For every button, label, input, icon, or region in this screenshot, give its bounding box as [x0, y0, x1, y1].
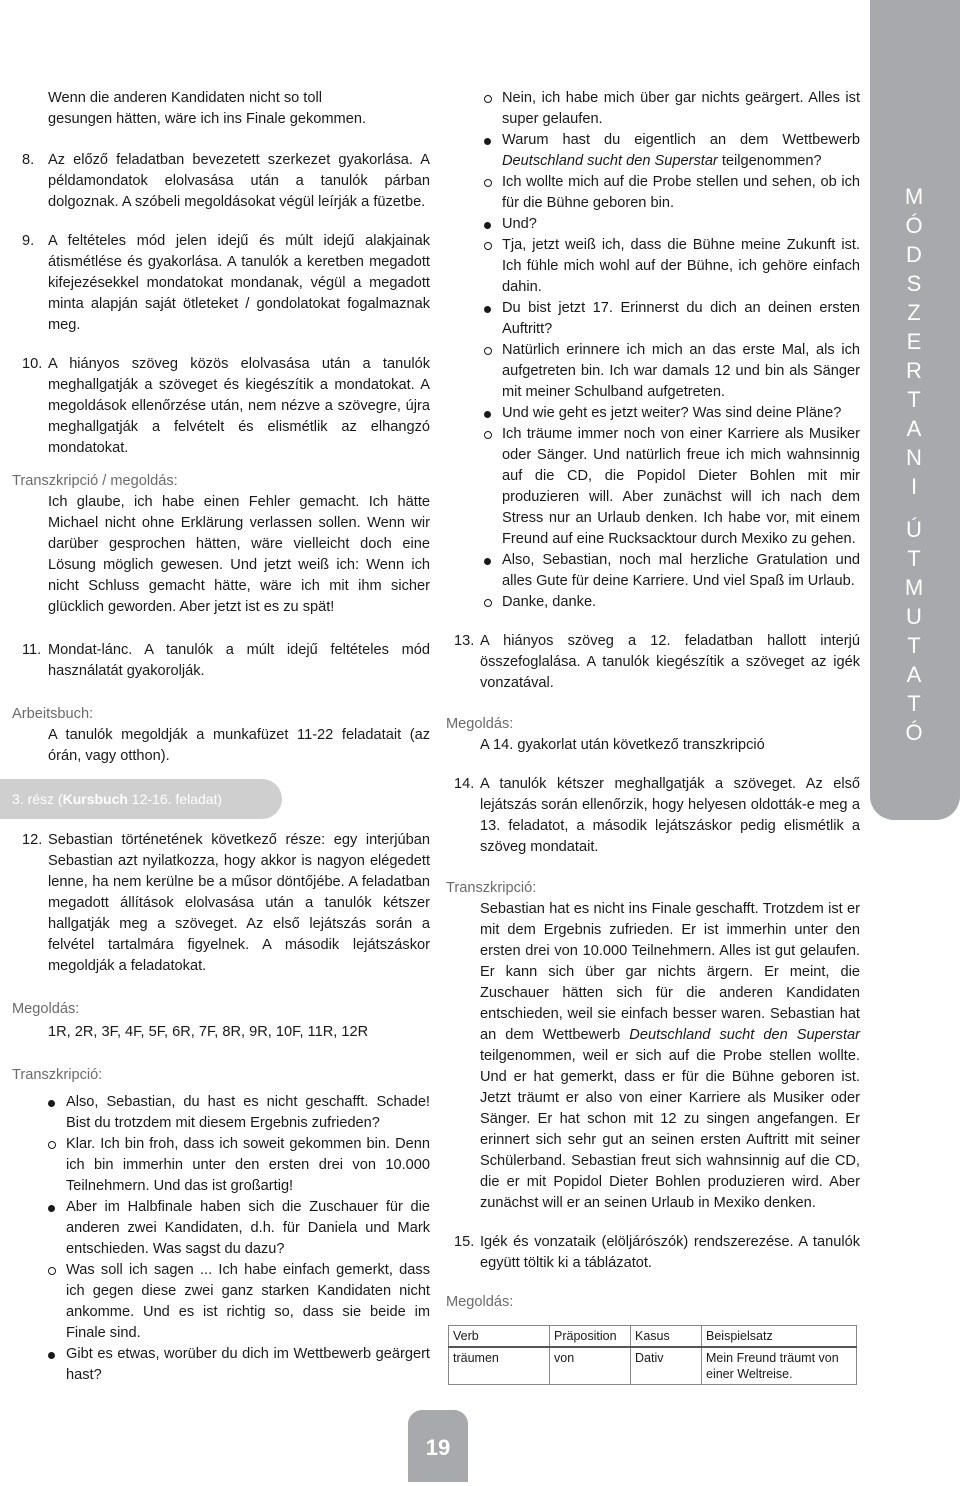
interviewee-bullet-icon — [48, 1260, 66, 1281]
interviewee-bullet-icon — [484, 340, 502, 361]
sidebar-letter: T — [907, 387, 923, 412]
interviewer-bullet-icon — [484, 550, 502, 571]
transcript-text: Ich glaube, ich habe einen Fehler gemacht. Ich hätte Michael nicht ohne Erklärung verlassen sollen. Wenn wir darüber gesprochen hätten, wäre vielleicht doch eine Lösung möglich gewesen. Und jetzt weiß ich: Wenn ich nicht Schluss gemacht hätte, wäre ich mit ihm sicher glücklich geworden. Aber jetzt ist es zu spät! — [48, 494, 430, 615]
task-12 — [0, 830, 430, 977]
table-cell: von — [550, 1347, 631, 1385]
intro-line: gesungen hätten, wäre ich ins Finale gekommen. — [48, 111, 367, 127]
task-text: Mondat-lánc. A tanulók a múlt idejű feltételes mód használatát gyakorolják. — [48, 642, 430, 679]
task-number: 11. — [22, 642, 42, 658]
sidebar-letter: E — [906, 329, 924, 354]
interviewee-bullet-icon — [484, 235, 502, 256]
sidebar-letter: Ú — [906, 517, 924, 542]
sidebar-letter: I — [910, 474, 920, 499]
task-9 — [0, 231, 430, 336]
sidebar-letter: T — [907, 691, 923, 716]
interviewee-bullet-icon — [484, 592, 502, 613]
task-number: 13. — [454, 633, 475, 649]
sidebar-title — [870, 182, 960, 747]
table-cell: Mein Freund träumt von einer Weltreise. — [702, 1347, 857, 1385]
dialogue-line: Gibt es etwas, worüber du dich im Wettbewerb geärgert hast? — [48, 1344, 430, 1386]
sidebar-letter: T — [907, 546, 923, 571]
left-column-lower — [0, 830, 430, 1386]
sidebar-letter: T — [907, 633, 923, 658]
dialogue-line: Und? — [484, 214, 860, 235]
transcript-text: Sebastian hat es nicht ins Finale geschafft. Trotzdem ist er mit dem Ergebnis zufrieden. Er ist immerhin unter den ersten drei von 10.000 Teilnehmern. Alles ist gut gelaufen. Er kann sich über gar nichts ärgern. Er meint, die Zuschauer hätten sich für die anderen Kandidaten entschieden, weil sie einfach besser waren. Sebastian hat an dem Wettbewerb Deutschland sucht den Superstar teilgenommen, weil er sich auf die Probe stellen wollte. Und er hat gemerkt, dass er für die Bühne geboren ist. Jetzt träumt er also von einer Karriere als Musiker oder Sänger. Er hat schon mit 12 zu singen angefangen. Er erinnert sich sehr gut an seinen ersten Auftritt mit seiner Schülerband. Sebastian freut sich wahnsinnig auf die CD, die er mit Popidol Dieter Bohlen produzieren wird. Aber zunächst will er an seinen Urlaub in Mexiko denken. — [480, 901, 860, 1211]
task-text: Igék és vonzataik (elöljárószók) rendszerezése. A tanulók együtt töltik ki a táblázatot. — [480, 1234, 860, 1271]
task-number: 9. — [22, 233, 35, 249]
task-number: 8. — [22, 152, 35, 168]
transcript-heading: Transzkripció / megoldás: — [12, 473, 178, 489]
interviewee-bullet-icon — [484, 88, 502, 109]
table-header-row — [449, 1326, 857, 1348]
sidebar-letter: A — [906, 416, 924, 441]
task-text: A feltételes mód jelen idejű és múlt idejű alakjainak átismétlése és gyakorlása. A tanulók a keretben megadott kifejezésekkel mondatokat mondanak, végül a megadott minta alapján saját ötleteket / gondolatokat fogalmaznak meg. — [48, 233, 430, 333]
interviewee-bullet-icon — [484, 172, 502, 193]
solution-heading: Megoldás: — [12, 1001, 80, 1017]
dialogue-line: Was soll ich sagen ... Ich habe einfach gemerkt, dass ich gegen diese zwei ganz starken Kandidaten nicht ankomme. Und es ist richtig so, dass sie beide im Finale sind. — [48, 1260, 430, 1344]
dialogue-line: Tja, jetzt weiß ich, dass die Bühne meine Zukunft ist. Ich fühle mich wohl auf der Bühne, ich gehöre einfach dahin. — [484, 235, 860, 298]
table-header: Beispielsatz — [702, 1326, 857, 1348]
table-row — [449, 1347, 857, 1385]
dialogue-line: Klar. Ich bin froh, dass ich soweit gekommen bin. Denn ich bin immerhin unter den ersten drei von 10.000 Teilnehmern. Und das ist großartig! — [48, 1134, 430, 1197]
sidebar-letter: R — [906, 358, 924, 383]
interviewer-bullet-icon — [484, 403, 502, 424]
sidebar-letter: Ó — [905, 720, 925, 745]
interviewer-bullet-icon — [48, 1092, 66, 1113]
right-column — [440, 88, 860, 1385]
solution-heading: Megoldás: — [446, 1294, 514, 1310]
table-header: Präposition — [550, 1326, 631, 1348]
page-number: 19 — [408, 1410, 468, 1482]
task-text: Sebastian történetének következő része: egy interjúban Sebastian azt nyilatkozza, hogy akkor is nagyon elégedett lenne, ha nem kerülne be a műsor döntőjébe. A feladatban megadott állítások elolvasása után a tanulók kétszer hallgatják meg a szöveget. Az első lejátszás során a felvétel tartalmára figyelnek. A második lejátszáskor megoldják a feladatokat. — [48, 832, 430, 974]
task-11 — [0, 640, 430, 682]
dialogue-line: Nein, ich habe mich über gar nichts geärgert. Alles ist super gelaufen. — [484, 88, 860, 130]
solution-text: A 14. gyakorlat után következő transzkripció — [480, 737, 765, 753]
verb-table — [448, 1325, 857, 1385]
task-number: 14. — [454, 776, 475, 792]
task-text: A tanulók kétszer meghallgatják a szöveget. Az első lejátszás során ellenőrzik, hogy helyesen oldották-e meg a 13. feladatot, a második lejátszáskor pedig elismétlik a szöveg mondatait. — [480, 776, 860, 855]
dialogue-line: Natürlich erinnere ich mich an das erste Mal, als ich aufgetreten bin. Ich war damals 12 und bin als Sänger mit meiner Schulband aufgetreten. — [484, 340, 860, 403]
task-number: 10. — [22, 356, 43, 372]
task-15 — [440, 1232, 860, 1274]
dialogue-line: Aber im Halbfinale haben sich die Zuschauer für die anderen zwei Kandidaten, d.h. für Daniela und Mark entschieden. Was sagst du dazu? — [48, 1197, 430, 1260]
task-14 — [440, 774, 860, 858]
interview-dialogue — [0, 1092, 430, 1386]
dialogue-line: Du bist jetzt 17. Erinnerst du dich an deinen ersten Auftritt? — [484, 298, 860, 340]
task-number: 15. — [454, 1234, 475, 1250]
arbeitsbuch-text: A tanulók megoldják a munkafüzet 11-22 feladatait (az órán, vagy otthon). — [48, 727, 430, 764]
interviewee-bullet-icon — [484, 424, 502, 445]
table-cell: träumen — [449, 1347, 550, 1385]
dialogue-line: Danke, danke. — [484, 592, 860, 613]
arbeitsbuch-heading: Arbeitsbuch: — [12, 706, 94, 722]
sidebar-letter: S — [906, 271, 924, 296]
transcript-heading: Transzkripció: — [12, 1067, 103, 1083]
sidebar-letter — [870, 501, 960, 515]
solution-heading: Megoldás: — [446, 716, 514, 732]
left-column — [0, 88, 430, 767]
task-8 — [0, 150, 430, 213]
interviewee-bullet-icon — [48, 1134, 66, 1155]
intro-line: Wenn die anderen Kandidaten nicht so toll — [48, 90, 322, 106]
sidebar-letter: Z — [907, 300, 923, 325]
table-header: Verb — [449, 1326, 550, 1348]
dialogue-line: Ich träume immer noch von einer Karriere als Musiker oder Sänger. Und natürlich freue ich mich wahnsinnig auf die CD, die Popidol Dieter Bohlen mit mir produzieren will. Aber zunächst will ich nach dem Stress nur an Urlaub denken. Ich habe vor, mit einem Freund auf eine Rucksacktour durch Mexiko zu gehen. — [484, 424, 860, 550]
sidebar-letter: D — [906, 242, 924, 267]
dialogue-line: Ich wollte mich auf die Probe stellen und sehen, ob ich für die Bühne geboren bin. — [484, 172, 860, 214]
task-number: 12. — [22, 832, 43, 848]
solution-text: 1R, 2R, 3F, 4F, 5F, 6R, 7F, 8R, 9R, 10F, 11R, 12R — [48, 1024, 369, 1040]
interviewer-bullet-icon — [48, 1197, 66, 1218]
interview-dialogue — [440, 88, 860, 613]
task-13 — [440, 631, 860, 694]
dialogue-line: Also, Sebastian, noch mal herzliche Gratulation und alles Gute für deine Karriere. Und viel Spaß im Urlaub. — [484, 550, 860, 592]
sidebar-letter: M — [904, 184, 926, 209]
section-label: 3. rész (Kursbuch 12-16. feladat) — [0, 779, 282, 819]
interviewer-bullet-icon — [484, 130, 502, 151]
intro-example — [0, 88, 430, 130]
dialogue-line: Und wie geht es jetzt weiter? Was sind deine Pläne? — [484, 403, 860, 424]
task-text: A hiányos szöveg közös elolvasása után a tanulók meghallgatják a szöveget és kiegészítik a mondatokat. A megoldások ellenőrzése után, nem nézve a szövegre, újra meghallgatják a felvételt és elismétlik az elhangzó mondatokat. — [48, 356, 430, 456]
transcript-heading: Transzkripció: — [446, 880, 537, 896]
sidebar-letter: A — [906, 662, 924, 687]
dialogue-line: Also, Sebastian, du hast es nicht geschafft. Schade! Bist du trotzdem mit diesem Ergebnis zufrieden? — [48, 1092, 430, 1134]
table-header: Kasus — [631, 1326, 702, 1348]
interviewer-bullet-icon — [484, 214, 502, 235]
sidebar-letter: M — [904, 575, 926, 600]
task-10 — [0, 354, 430, 459]
task-text: Az előző feladatban bevezetett szerkezet gyakorlása. A példamondatok elolvasása után a tanulók párban dolgoznak. A szóbeli megoldásokat végül leírják a füzetbe. — [48, 152, 430, 210]
interviewer-bullet-icon — [484, 298, 502, 319]
sidebar-letter: N — [906, 445, 924, 470]
task-text: A hiányos szöveg a 12. feladatban hallott interjú összefoglalása. A tanulók kiegészítik a szöveget az igék vonzatával. — [480, 633, 860, 691]
sidebar-letter: Ó — [905, 213, 925, 238]
interviewer-bullet-icon — [48, 1344, 66, 1365]
sidebar-tab — [870, 0, 960, 820]
dialogue-line: Warum hast du eigentlich an dem Wettbewerb Deutschland sucht den Superstar teilgenommen? — [484, 130, 860, 172]
table-cell: Dativ — [631, 1347, 702, 1385]
sidebar-letter: U — [906, 604, 924, 629]
